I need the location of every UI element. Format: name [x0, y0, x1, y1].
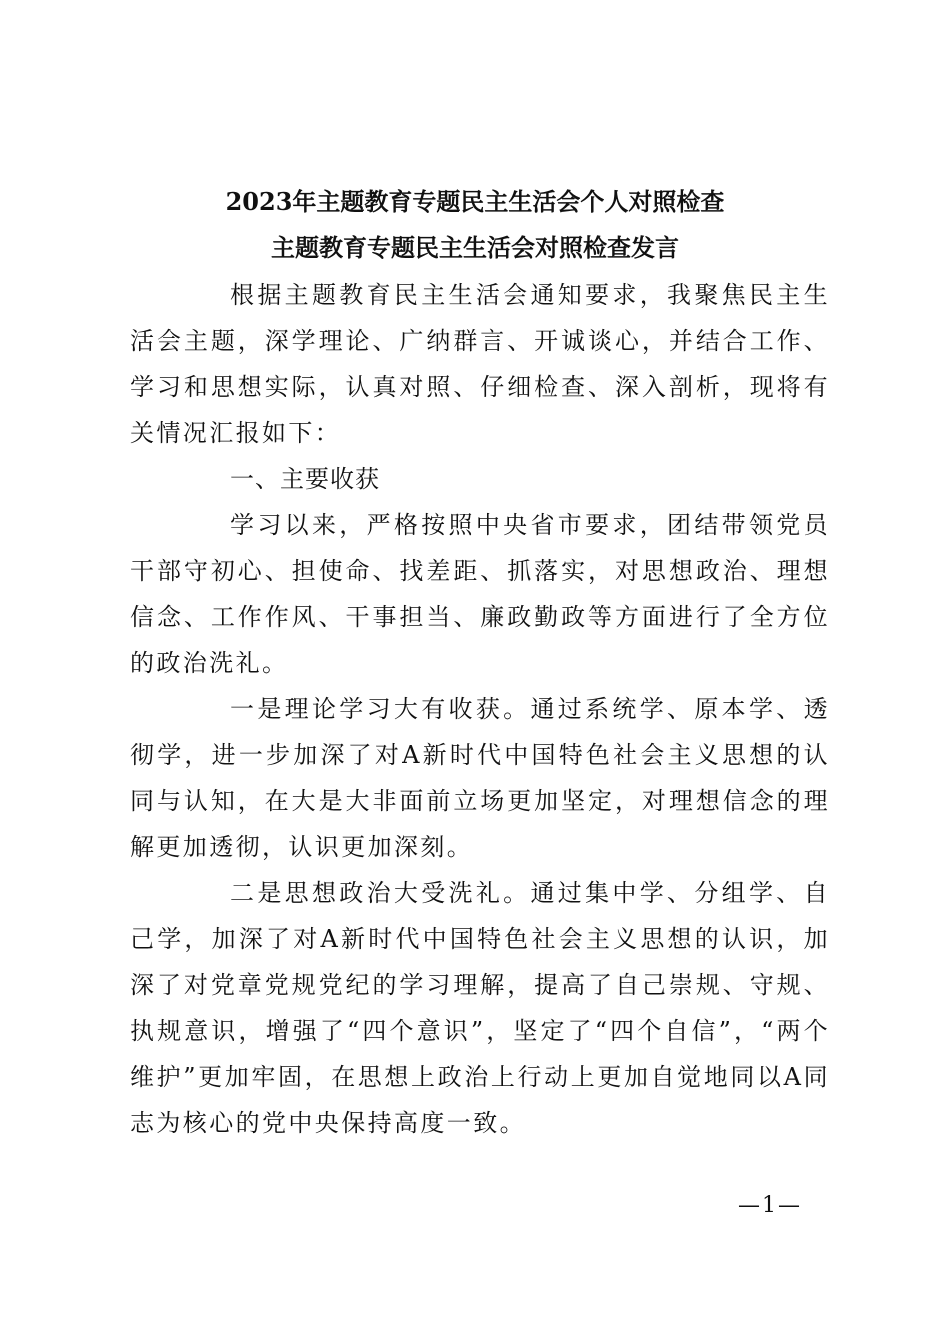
section-heading-main-gains: 一、主要收获 [230, 465, 380, 493]
paragraph-political-thought: 二是思想政治大受洗礼。通过集中学、分组学、自己学，加深了对A新时代中国特色社会主义思想的认识，加深了对党章党规党纪的学习理解，提高了自己崇规、守规、执规意识，增强了“四个意识”，坚定了“四个自信”，“两个维护”更加牢固，在思想上政治上行动上更加自觉地同以A同志为核心的党中央保持高度一致。 [130, 879, 830, 1137]
document-title: 2023年主题教育专题民主生活会个人对照检查 [225, 187, 725, 216]
page-number: —1— [738, 1193, 802, 1218]
paragraph-theory-study: 一是理论学习大有收获。通过系统学、原本学、透彻学，进一步加深了对A新时代中国特色社会主义思想的认同与认知，在大是大非面前立场更加坚定，对理想信念的理解更加透彻，认识更加深刻。 [130, 695, 830, 861]
document-subtitle: 主题教育专题民主生活会对照检查发言 [271, 233, 679, 262]
paragraph-study-overview: 学习以来，严格按照中央省市要求，团结带领党员干部守初心、担使命、找差距、抓落实，对思想政治、理想信念、工作作风、干事担当、廉政勤政等方面进行了全方位的政治洗礼。 [130, 511, 830, 677]
intro-paragraph: 根据主题教育民主生活会通知要求，我聚焦民主生活会主题，深学理论、广纳群言、开诚谈心，并结合工作、学习和思想实际，认真对照、仔细检查、深入剖析，现将有关情况汇报如下： [130, 281, 830, 447]
